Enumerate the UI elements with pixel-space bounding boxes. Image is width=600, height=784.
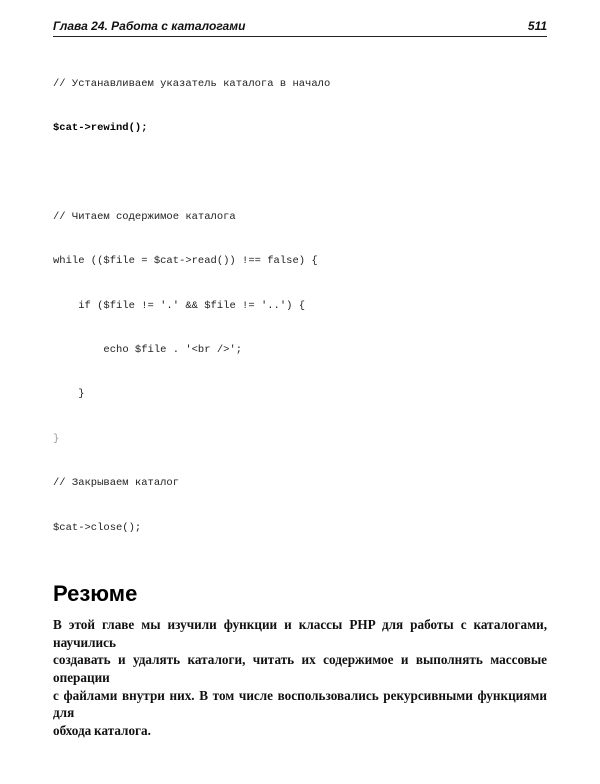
code-line: $cat->rewind(); [53,121,148,134]
code-line: } [53,388,85,401]
code-line: $cat->close(); [53,521,142,534]
paragraph-line: В этой главе мы изучили функции и классы PHP для работы с каталогами, научились [53,616,547,650]
paragraph-line: создавать и удалять каталоги, читать их содержимое и выполнять массовые операции [53,652,547,685]
code-line: while (($file = $cat->read()) !== false) { [53,255,318,268]
chapter-title: Глава 24. Работа с каталогами [53,19,246,33]
code-line: // Устанавливаем указатель каталога в начало [53,77,331,90]
code-line: echo $file . '<br />'; [53,343,243,356]
code-line: // Читаем содержимое каталога [53,210,236,223]
paragraph-line: с файлами внутри них. В том числе воспользовались рекурсивными функциями для [53,687,547,721]
running-header [53,19,547,37]
code-line: // Закрываем каталог [53,477,180,490]
section-heading: Резюме [53,580,138,606]
book-page [53,0,547,740]
code-line [53,165,547,180]
summary-paragraph [53,616,547,740]
code-listing [53,47,547,565]
code-line: if ($file != '.' && $file != '..') { [53,299,306,312]
page-number: 511 [527,19,547,33]
paragraph-line: обхода каталога. [53,723,151,739]
code-line: } [53,432,60,445]
